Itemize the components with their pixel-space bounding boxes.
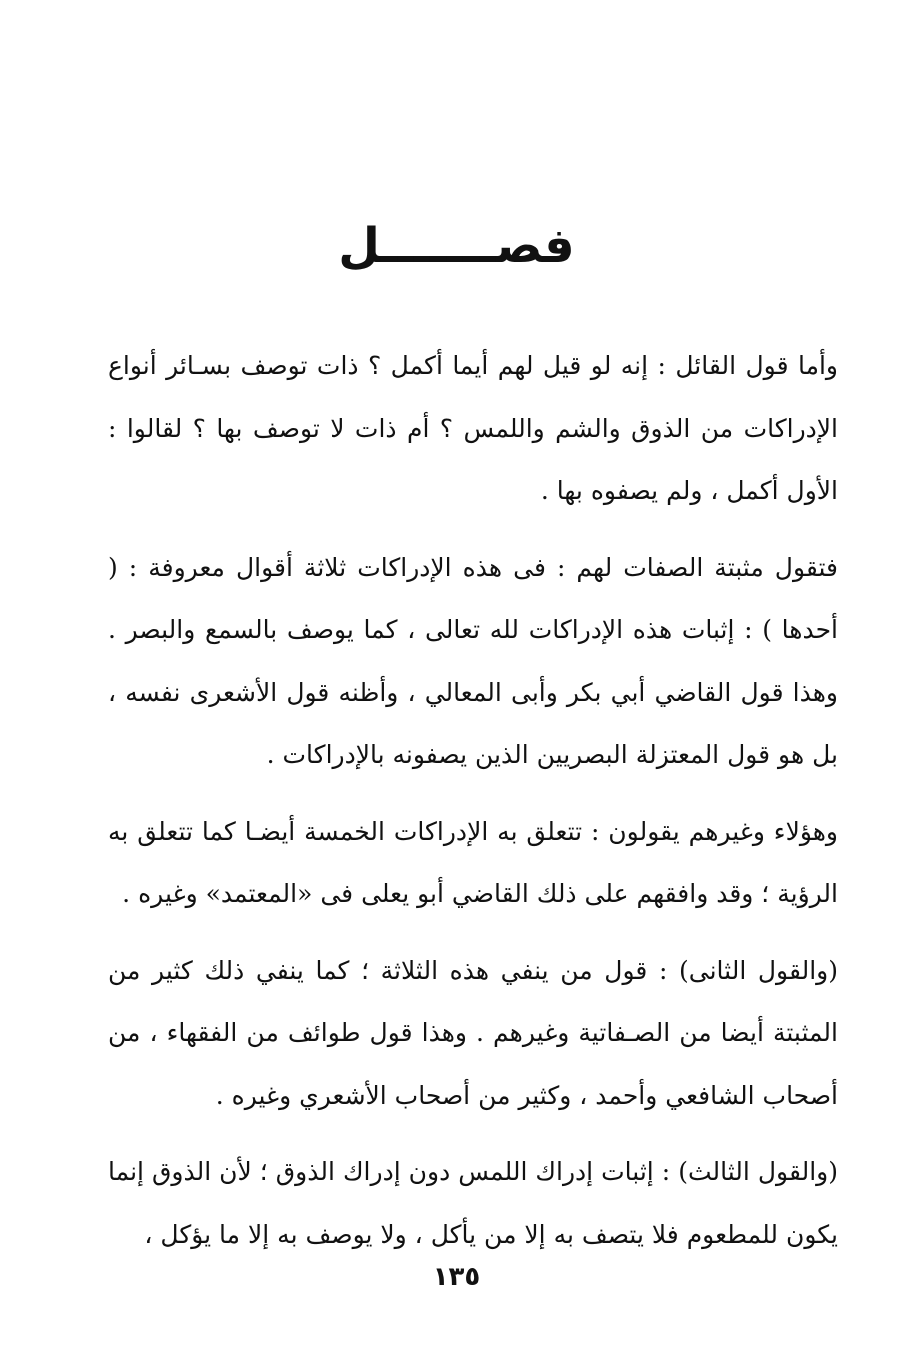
paragraph-2: فتقول مثبتة الصفات لهم : فى هذه الإدراكات ثلاثة أقوال معروفة : ( أحدها ) : إثبات هذه الإدراكات لله تعالى ، كما يوصف بالسمع والبصر . وهذا قول القاضي أبي بكر وأبى المعالي ، وأظنه قول الأشعرى نفسه ، بل هو قول المعتزلة البصريين الذين يصفونه بالإدراكات . xyxy=(108,552,838,769)
paragraph-1: وأما قول القائل : إنه لو قيل لهم أيما أكمل ؟ ذات توصف بسـائر أنواع الإدراكات من الذوق والشم واللمس ؟ أم ذات لا توصف بها ؟ لقالوا : الأول أكمل ، ولم يصفوه بها . xyxy=(108,351,838,505)
paragraph-5: (والقول الثالث) : إثبات إدراك اللمس دون إدراك الذوق ؛ لأن الذوق إنما يكون للمطعوم فلا يتصف به إلا من يأكل ، ولا يوصف به إلا ما يؤكل ، xyxy=(108,1157,838,1249)
section-heading-container xyxy=(0,218,913,274)
body-text xyxy=(108,335,838,1266)
page-number: ١٣٥ xyxy=(432,1262,481,1292)
section-heading: فصـــــــل xyxy=(338,218,575,274)
paragraph-4: (والقول الثانى) : قول من ينفي هذه الثلاثة ؛ كما ينفي ذلك كثير من المثبتة أيضا من الصـفاتية وغيرهم . وهذا قول طوائف من الفقهاء ، من أصحاب الشافعي وأحمد ، وكثير من أصحاب الأشعري وغيره . xyxy=(108,955,838,1110)
paragraph-3: وهؤلاء وغيرهم يقولون : تتعلق به الإدراكات الخمسة أيضـا كما تتعلق به الرؤية ؛ وقد وافقهم على ذلك القاضي أبو يعلى فى «المعتمد» وغيره . xyxy=(108,816,838,908)
